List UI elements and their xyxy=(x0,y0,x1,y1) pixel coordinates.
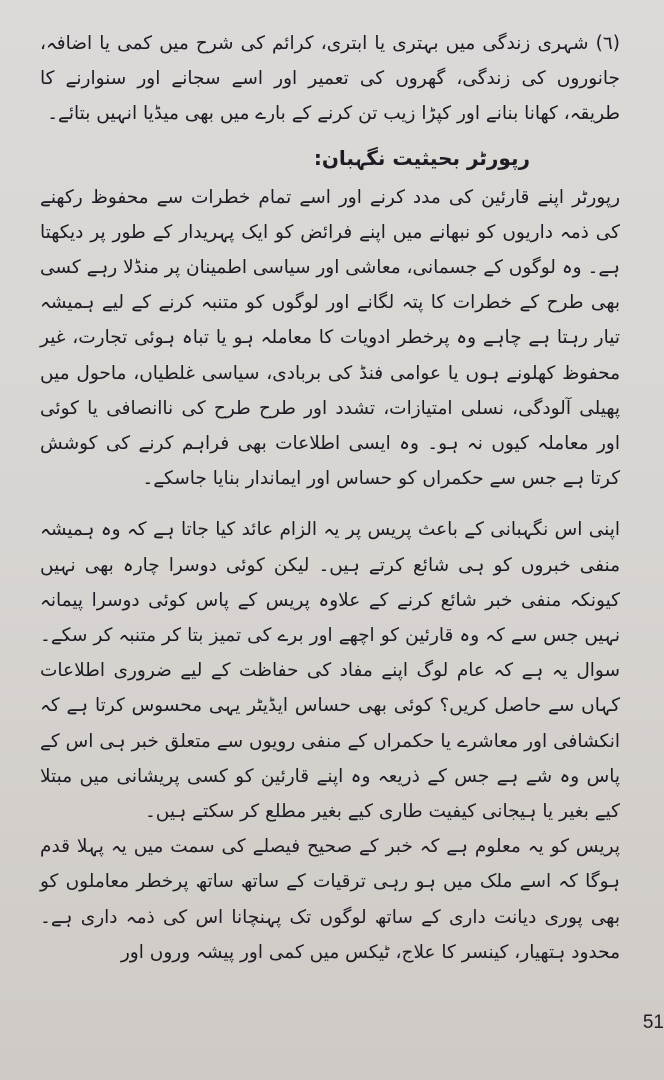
section-heading: رپورٹر بحیثیت نگہبان: xyxy=(313,145,530,170)
paragraph-gap xyxy=(40,496,620,512)
intro-paragraph: (٦) شہری زندگی میں بہتری یا ابتری، کرائم کی شرح میں کمی یا اضافہ، جانوروں کی زندگی، گھروں کی تعمیر اور اسے سجانے اور سنوارنے کا طریقہ، کھانا بنانے اور کپڑا زیب تن کرنے کے بارے میں بھی میڈیا انہیں بتائے۔ xyxy=(40,33,620,125)
body-paragraph-3: پریس کو یہ معلوم ہے کہ خبر کے صحیح فیصلے کی سمت میں یہ پہلا قدم ہوگا کہ اسے ملک میں ہو رہی ترقیات کے ساتھ ساتھ پرخطر معاملوں کو بھی پوری دیانت داری کے ساتھ لوگوں تک پہنچانا اس کی ذمہ داری ہے۔ محدود ہتھیار، کینسر کا علاج، ٹیکس میں کمی اور پیشہ وروں اور xyxy=(40,836,620,963)
page-number: 51 xyxy=(642,1012,664,1033)
body-paragraph-2: اپنی اس نگہبانی کے باعث پریس پر یہ الزام عائد کیا جاتا ہے کہ وہ ہمیشہ منفی خبروں کو ہی شائع کرتے ہیں۔ لیکن کوئی دوسرا چارہ بھی نہیں کیونکہ منفی خبر شائع کرنے کے علاوہ پریس کے پاس کوئی دوسرا پیمانہ نہیں جس سے کہ وہ قارئین کو اچھے اور برے کی تمیز بتا کر متنبہ کر سکے۔ سوال یہ ہے کہ عام لوگ اپنے مفاد کی حفاظت کے لیے ضروری اطلاعات کہاں سے حاصل کریں؟ کوئی بھی حساس ایڈیٹر یہی محسوس کرتا ہے کہ انکشافی اور معاشرے یا حکمراں کے منفی رویوں سے متعلق خبر ہی اس کے پاس وہ شے ہے جس کے ذریعہ وہ اپنے قارئین کو کسی پریشانی میں مبتلا کیے بغیر یا ہیجانی کیفیت طاری کیے بغیر مطلع کر سکتے ہیں۔ xyxy=(40,519,620,823)
body-paragraph-1: رپورٹر اپنے قارئین کی مدد کرنے اور اسے تمام خطرات سے محفوظ رکھنے کی ذمہ داریوں کو نبھانے میں اپنے فرائض کو ایک پہریدار کے طور پر دیکھتا ہے۔ وہ لوگوں کے جسمانی، معاشی اور سیاسی اطمینان پر منڈلا رہے کسی بھی طرح کے خطرات کا پتہ لگانے اور لوگوں کو متنبہ کرنے کے لیے ہمیشہ تیار رہتا ہے چاہے وہ پرخطر ادویات کا معاملہ ہو یا تباہ ہوئی تجارت، غیر محفوظ کھلونے ہوں یا عوامی فنڈ کی بربادی، سیاسی غلطیاں، ماحول میں پھیلی آلودگی، نسلی امتیازات، تشدد اور طرح طرح کی ناانصافی یا کوئی اور معاملہ کیوں نہ ہو۔ وہ ایسی اطلاعات بھی فراہم کرنے کی کوشش کرتا ہے جس سے حکمراں کو حساس اور ایماندار بنایا جاسکے۔ xyxy=(40,186,620,490)
